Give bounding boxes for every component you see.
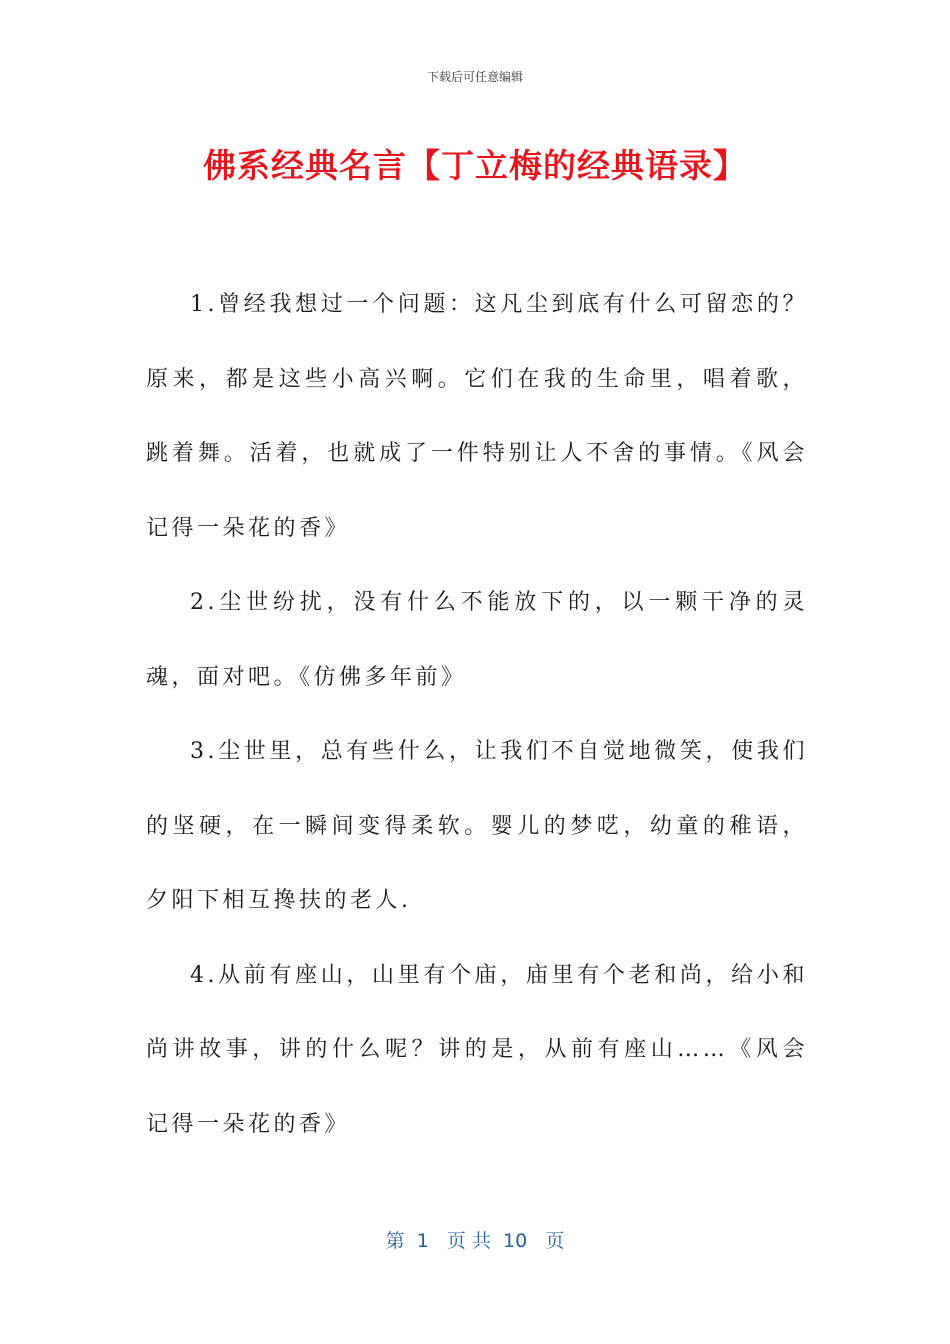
paragraph-3: 3.尘世里，总有些什么，让我们不自觉地微笑，使我们的坚硬，在一瞬间变得柔软。婴儿的梦呓，幼童的稚语，夕阳下相互搀扶的老人. bbox=[146, 739, 808, 913]
paragraph-4: 4.从前有座山，山里有个庙，庙里有个老和尚，给小和尚讲故事，讲的什么呢？讲的是，从前有座山……《风会记得一朵花的香》 bbox=[146, 962, 808, 1137]
paragraph-2: 2.尘世纷扰，没有什么不能放下的，以一颗干净的灵魂，面对吧。《仿佛多年前》 bbox=[146, 590, 808, 690]
page-number-footer: 第 1 页 共 10 页 bbox=[385, 1230, 565, 1252]
document-title: 佛系经典名言【丁立梅的经典语录】 bbox=[203, 146, 747, 185]
paragraph-1: 1.曾经我想过一个问题：这凡尘到底有什么可留恋的？原来，都是这些小高兴啊。它们在我的生命里，唱着歌，跳着舞。活着，也就成了一件特别让人不舍的事情。《风会记得一朵花的香》 bbox=[146, 292, 808, 541]
header-note: 下载后可任意编辑 bbox=[426, 70, 523, 84]
document-body bbox=[146, 268, 808, 1162]
